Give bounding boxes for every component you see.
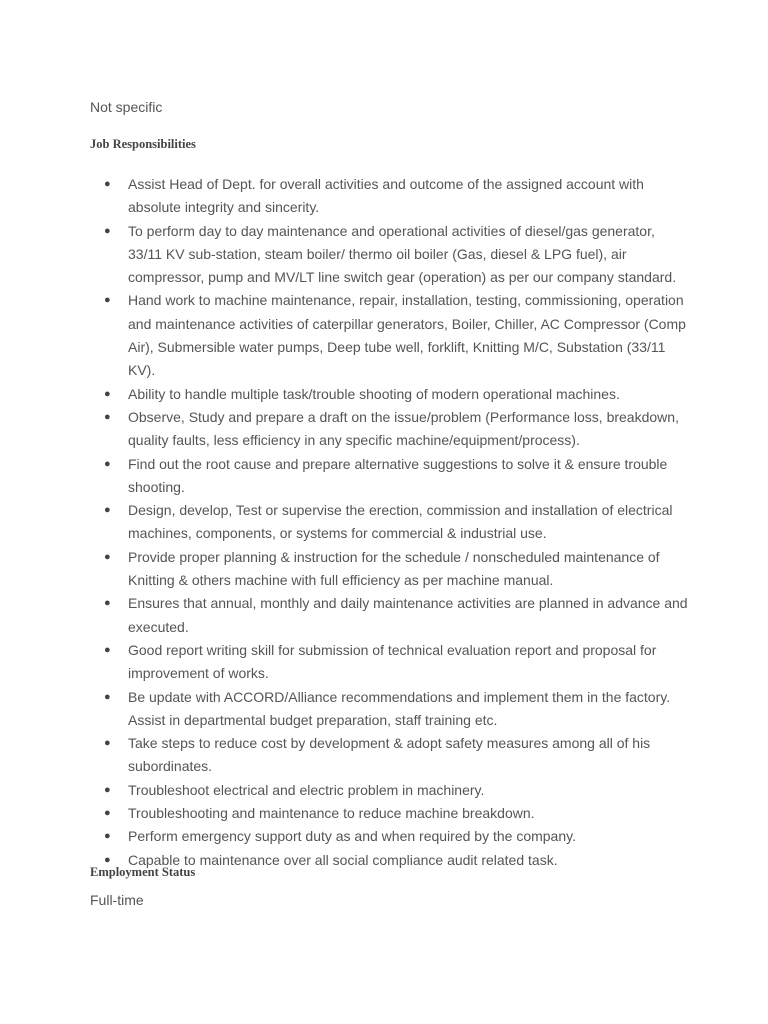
bullet-icon: ● [104,178,111,190]
responsibility-item [90,592,690,639]
bullet-icon: ● [104,807,111,820]
responsibility-text: Perform emergency support duty as and when required by the company. [128,828,576,845]
bullet-icon: ● [104,387,111,400]
bullet-icon: ● [104,690,111,703]
responsibility-item [90,639,690,686]
bullet-icon: ● [104,550,111,563]
job-responsibilities-heading: Job Responsibilities [90,137,196,151]
responsibility-item [90,686,690,733]
bullet-icon: ● [104,830,111,843]
responsibility-item [90,289,690,382]
bullet-icon: ● [104,457,111,470]
bullet-icon: ● [104,410,111,423]
responsibility-text: Troubleshoot electrical and electric problem in machinery. [128,781,485,798]
employment-status-value: Full-time [90,892,144,908]
responsibility-item [90,499,690,546]
responsibility-item [90,802,690,825]
responsibility-item [90,173,690,220]
responsibility-text: Be update with ACCORD/Alliance recommendations and implement them in the factory. Assist in departmental budget preparation, staff training etc. [128,688,671,728]
bullet-icon: ● [104,853,111,866]
responsibilities-list [90,173,690,872]
bullet-icon: ● [104,504,111,517]
bullet-icon: ● [104,224,111,237]
intro-text: Not specific [90,99,163,115]
responsibility-text: Assist Head of Dept. for overall activities and outcome of the assigned account with absolute integrity and sincerity. [128,176,644,216]
bullet-icon: ● [104,783,111,796]
employment-status-heading: Employment Status [90,865,196,879]
responsibility-item [90,453,690,500]
responsibility-text: Take steps to reduce cost by development & adopt safety measures among all of his subordinates. [128,735,651,775]
responsibility-text: Ensures that annual, monthly and daily maintenance activities are planned in advance and executed. [128,595,688,635]
bullet-icon: ● [104,294,111,307]
responsibility-item [90,546,690,593]
responsibility-text: Hand work to machine maintenance, repair, installation, testing, commissioning, operation and maintenance activities of caterpillar generators, Boiler, Chiller, AC Compressor (Comp Air), Submersible water pumps, Deep tube well, forklift, Knitting M/C, Substation (33/11 KV). [128,292,686,379]
bullet-icon: ● [104,597,111,610]
responsibility-text: Find out the root cause and prepare alternative suggestions to solve it & ensure trouble shooting. [128,455,668,495]
responsibility-item [90,383,690,406]
responsibility-text: To perform day to day maintenance and operational activities of diesel/gas generator, 33/11 KV sub-station, steam boiler/ thermo oil boiler (Gas, diesel & LPG fuel), air compressor, pump and MV/LT line switch gear (operation) as per our company standard. [128,222,677,286]
responsibility-text: Good report writing skill for submission of technical evaluation report and proposal for improvement of works. [128,641,657,682]
responsibility-item [90,825,690,848]
responsibility-text: Provide proper planning & instruction for the schedule / nonscheduled maintenance of Knitting & others machine with full efficiency as per machine manual. [128,548,660,589]
responsibility-text: Troubleshooting and maintenance to reduce machine breakdown. [128,805,535,822]
responsibility-item [90,732,690,779]
responsibility-item [90,220,690,290]
responsibility-text: Ability to handle multiple task/trouble shooting of modern operational machines. [128,385,620,402]
responsibility-item [90,406,690,453]
responsibility-text: Capable to maintenance over all social compliance audit related task. [128,851,558,868]
bullet-icon: ● [104,737,111,750]
responsibility-text: Observe, Study and prepare a draft on the issue/problem (Performance loss, breakdown, quality faults, less efficiency in any specific machine/equipment/process). [128,408,679,449]
responsibility-item [90,779,690,802]
bullet-icon: ● [104,643,111,656]
responsibility-text: Design, develop, Test or supervise the erection, commission and installation of electrical machines, components, or systems for commercial & industrial use. [128,502,673,542]
